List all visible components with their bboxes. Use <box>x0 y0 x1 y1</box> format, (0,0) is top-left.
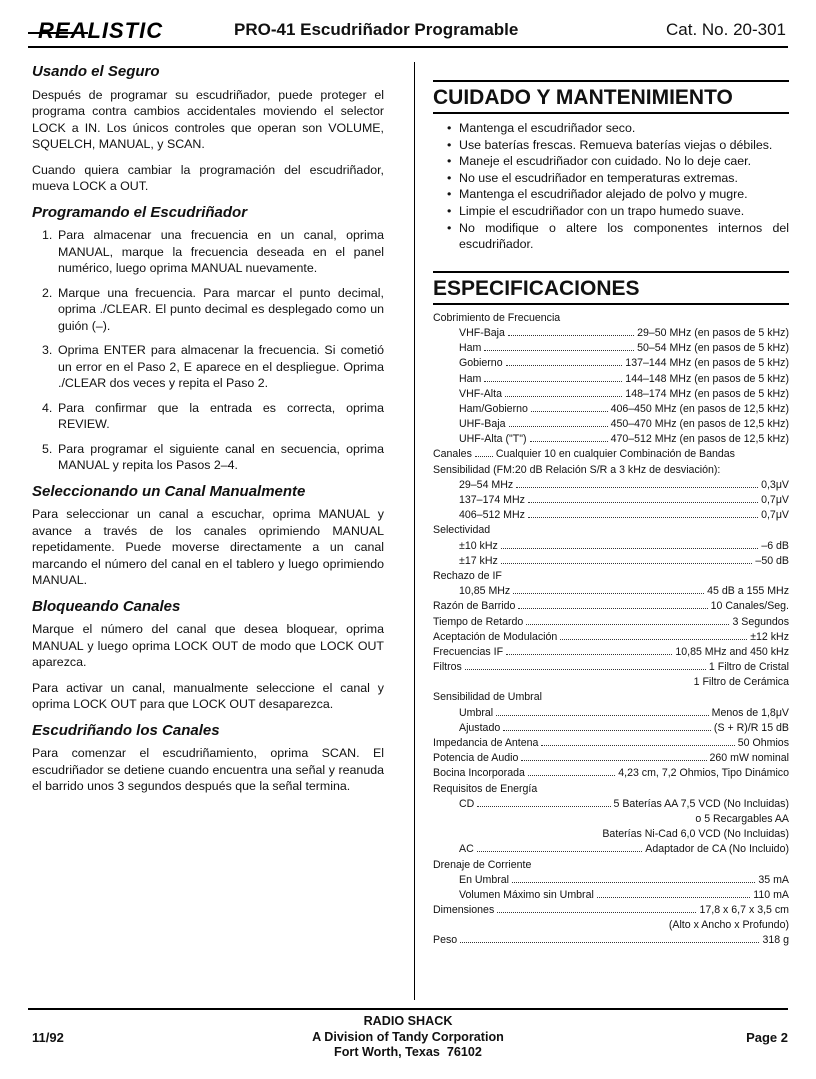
catalog-number: Cat. No. 20-301 <box>665 20 786 39</box>
dot-leader <box>516 487 758 488</box>
spec-row <box>433 599 789 614</box>
spec-label: Umbral <box>459 706 494 719</box>
step-number: 2. <box>42 285 53 300</box>
footer-line: A Division of Tandy Corporation <box>312 1029 504 1044</box>
spec-value: 260 mW nominal <box>709 752 789 765</box>
step-text: Oprima ENTER para almacenar la frecuencia. Si cometió un error en el Paso 2, E aparece en el despliegue. Oprima ./CLEAR dos veces y repita el Paso 2. <box>58 343 384 390</box>
spec-row <box>433 721 789 736</box>
care-list <box>433 120 789 253</box>
spec-value: 3 Segundos <box>732 615 789 628</box>
dot-leader <box>528 517 758 518</box>
spec-value: 29–50 MHz (en pasos de 5 kHz) <box>637 326 789 339</box>
section-manual-channel <box>32 484 384 589</box>
spec-value: 1 Filtro de Cristal <box>708 661 789 674</box>
section-heading: Programando el Escudriñador <box>32 203 248 221</box>
spec-value: 10 Canales/Seg. <box>710 600 789 613</box>
dot-leader <box>460 942 759 943</box>
spec-value: 17,8 x 6,7 x 3,5 cm <box>699 904 789 917</box>
step-number: 4. <box>42 400 53 415</box>
spec-group-label: Sensibilidad (FM:20 dB Relación S/R a 3 kHz de desviación): <box>433 463 721 476</box>
spec-value: Cualquier 10 en cualquier Combinación de Bandas <box>495 448 735 461</box>
spec-label: Ham <box>459 342 482 355</box>
right-column <box>433 80 789 949</box>
spec-row <box>433 873 789 888</box>
spec-value: ±12 kHz <box>750 630 789 643</box>
footer-line: RADIO SHACK <box>363 1014 453 1028</box>
spec-row <box>433 356 789 371</box>
spec-row <box>433 417 789 432</box>
spec-value: 4,23 cm, 7,2 Ohmios, Tipo Dinámico <box>618 767 789 780</box>
spec-label: Tiempo de Retardo <box>433 615 524 628</box>
spec-row <box>433 797 789 812</box>
spec-label: 137–174 MHz <box>459 494 525 506</box>
dot-leader <box>484 381 622 382</box>
spec-row <box>433 645 789 660</box>
spec-label: Ham <box>459 372 482 385</box>
spec-value: 0,3μV <box>761 478 789 491</box>
spec-value: 144–148 MHz (en pasos de 5 kHz) <box>625 372 789 385</box>
step-number: 3. <box>42 343 53 357</box>
spec-value: 470–512 MHz (en pasos de 12,5 kHz) <box>610 433 789 446</box>
care-heading: CUIDADO Y MANTENIMIENTO <box>433 86 733 109</box>
dot-leader <box>528 775 615 776</box>
spec-label: Dimensiones <box>433 904 495 917</box>
dot-leader <box>512 882 755 883</box>
footer-company <box>258 1014 558 1061</box>
spec-value: 10,85 MHz and 450 kHz <box>675 645 789 658</box>
step-text: Para programar el siguiente canal en secuencia, oprima MANUAL y repita los Pasos 2–4. <box>58 441 384 472</box>
spec-label: Ham/Gobierno <box>459 402 528 415</box>
step-item <box>32 342 384 392</box>
spec-value: 137–144 MHz (en pasos de 5 kHz) <box>625 357 789 370</box>
spec-label: Frecuencias IF <box>433 645 504 658</box>
spec-row <box>433 903 789 918</box>
spec-row <box>433 387 789 402</box>
brand-logo: REALISTIC <box>38 18 164 43</box>
spec-label: Potencia de Audio <box>433 752 519 765</box>
spec-row <box>433 554 789 569</box>
spec-value: (S + R)/R 15 dB <box>713 721 789 734</box>
section-rule <box>433 271 789 273</box>
section-rule <box>433 303 789 305</box>
spec-row <box>433 478 789 493</box>
spec-row <box>433 933 789 948</box>
spec-value: Adaptador de CA (No Incluido) <box>645 843 789 856</box>
spec-group-label: Cobrimiento de Frecuencia <box>433 311 561 324</box>
dot-leader <box>530 441 608 442</box>
section-programming <box>32 205 384 474</box>
spec-label: VHF-Baja <box>459 326 505 339</box>
spec-continuation: (Alto x Ancho x Profundo) <box>668 919 789 932</box>
dot-leader <box>477 851 643 852</box>
spec-row <box>433 766 789 781</box>
dot-leader <box>560 639 747 640</box>
care-item: • Use baterías frescas. Remueva baterías viejas o débiles. <box>433 137 789 154</box>
paragraph: Después de programar su escudriñador, puede proteger el programa contra cambios accidentales moviendo el selector LOCK a IN. Los únicos controles que operan son VOLUME, SQUELCH, MANUAL, y SCAN. <box>32 87 384 151</box>
spec-row <box>433 432 789 447</box>
spec-value: –50 dB <box>755 554 789 567</box>
section-rule <box>433 112 789 114</box>
spec-row <box>433 888 789 903</box>
section-heading: Bloqueando Canales <box>32 597 181 615</box>
spec-label: Razón de Barrido <box>433 600 516 613</box>
section-heading: Escudriñando los Canales <box>32 721 220 739</box>
dot-leader <box>513 593 704 594</box>
dot-leader <box>503 730 711 731</box>
spec-row <box>433 447 789 462</box>
section-lock <box>32 64 384 195</box>
spec-label: Aceptación de Modulación <box>433 630 558 643</box>
dot-leader <box>501 548 759 549</box>
spec-row <box>433 493 789 508</box>
spec-value: 450–470 MHz (en pasos de 12,5 kHz) <box>610 418 789 431</box>
spec-label: UHF-Baja <box>459 418 506 431</box>
steps-list <box>32 227 384 474</box>
spec-row <box>433 842 789 857</box>
step-item <box>32 400 384 433</box>
dot-leader <box>509 426 608 427</box>
spec-group-label: Requisitos de Energía <box>433 782 538 795</box>
spec-value: 50–54 MHz (en pasos de 5 kHz) <box>637 342 789 355</box>
step-number: 1. <box>42 228 53 242</box>
section-rule <box>433 80 789 82</box>
step-item <box>32 227 384 277</box>
spec-label: AC <box>459 843 474 856</box>
spec-row <box>433 736 789 751</box>
spec-label: Volumen Máximo sin Umbral <box>459 888 594 901</box>
specs-heading: ESPECIFICACIONES <box>433 276 640 300</box>
step-number: 5. <box>42 441 53 456</box>
spec-row <box>433 508 789 523</box>
spec-group-label: Rechazo de IF <box>433 569 502 582</box>
spec-group-label: Drenaje de Corriente <box>433 858 532 871</box>
dot-leader <box>484 350 634 351</box>
spec-value: 148–174 MHz (en pasos de 5 kHz) <box>625 387 789 400</box>
document-title: PRO-41 Escudriñador Programable <box>234 20 519 39</box>
footer-date: 11/92 <box>32 1030 64 1045</box>
step-text: Para almacenar una frecuencia en un canal, oprima MANUAL, marque la frecuencia deseada en el panel numérico, luego oprima MANUAL nuevamente. <box>58 228 384 275</box>
spec-value: 35 mA <box>758 873 789 886</box>
spec-value: 0,7μV <box>761 494 789 506</box>
spec-row <box>433 372 789 387</box>
page-header <box>28 16 788 50</box>
footer-line: Fort Worth, Texas 76102 <box>334 1045 482 1059</box>
spec-value: 406–450 MHz (en pasos de 12,5 kHz) <box>610 402 789 415</box>
spec-label: En Umbral <box>459 873 510 886</box>
spec-group-label: Selectividad <box>433 524 491 537</box>
spec-label: 10,85 MHz <box>459 585 511 598</box>
spec-group-label: Sensibilidad de Umbral <box>433 691 542 704</box>
spec-label: VHF-Alta <box>459 387 502 400</box>
spec-continuation: Baterías Ni-Cad 6,0 VCD (No Incluidas) <box>602 828 789 841</box>
dot-leader <box>528 502 758 503</box>
spec-label: CD <box>459 797 475 810</box>
spec-continuation: 1 Filtro de Cerámica <box>693 676 789 689</box>
specs-table <box>433 311 789 949</box>
spec-row <box>433 630 789 645</box>
dot-leader <box>505 396 622 397</box>
spec-label: ±17 kHz <box>459 554 498 567</box>
spec-value: 0,7μV <box>761 509 789 522</box>
section-heading: Usando el Seguro <box>32 63 160 80</box>
step-text: Marque una frecuencia. Para marcar el punto decimal, oprima ./CLEAR. El punto decimal es desplegado como un guión (–). <box>58 285 384 333</box>
section-heading: Seleccionando un Canal Manualmente <box>32 482 306 500</box>
spec-label: Gobierno <box>459 357 503 370</box>
care-item: • No use el escudriñador en temperaturas extremas. <box>433 170 789 187</box>
spec-row <box>433 584 789 599</box>
spec-row <box>433 341 789 356</box>
paragraph: Para comenzar el escudriñamiento, oprima SCAN. El escudriñador se detiene cuando encuentra una señal y reanuda el barrido unos 3 segundos después que la señal termina. <box>32 746 384 793</box>
dot-leader <box>465 669 706 670</box>
spec-value: –6 dB <box>761 539 789 552</box>
spec-label: Filtros <box>433 661 462 674</box>
paragraph: Para activar un canal, manualmente seleccione el canal y oprima LOCK OUT para que LOCK OUT desaparezca. <box>32 680 384 711</box>
paragraph: Cuando quiera cambiar la programación del escudriñador, mueva LOCK a OUT. <box>32 162 384 193</box>
spec-label: Canales <box>433 448 472 461</box>
paragraph: Marque el número del canal que desea bloquear, oprima MANUAL y luego oprima LOCK OUT de modo que LOCK OUT aparezca. <box>32 622 384 669</box>
dot-leader <box>497 912 696 913</box>
spec-label: Ajustado <box>459 721 501 734</box>
spec-value: 110 mA <box>753 888 789 901</box>
step-item <box>32 441 384 474</box>
spec-row <box>433 539 789 554</box>
dot-leader <box>541 745 734 746</box>
dot-leader <box>506 654 672 655</box>
spec-continuation: o 5 Recargables AA <box>695 812 789 825</box>
paragraph: Para seleccionar un canal a escuchar, oprima MANUAL y avance a través de los canales oprimiendo MANUAL repetidamente. Puede moverse directamente a un canal marcando el número del canal en el tablero y luego oprimiendo MANUAL. <box>32 507 384 587</box>
spec-row <box>433 615 789 630</box>
spec-row <box>433 402 789 417</box>
dot-leader <box>501 563 753 564</box>
spec-value: 45 dB a 155 MHz <box>707 585 789 598</box>
dot-leader <box>597 897 750 898</box>
page-number: Page 2 <box>746 1030 788 1045</box>
step-text: Para confirmar que la entrada es correcta, oprima REVIEW. <box>58 400 384 431</box>
dot-leader <box>521 760 706 761</box>
care-item: • No modifique o altere los componentes internos del escudriñador. <box>433 220 789 253</box>
dot-leader <box>477 806 610 807</box>
left-column <box>32 64 384 805</box>
spec-value: 318 g <box>762 934 789 947</box>
spec-row <box>433 751 789 766</box>
care-item: • Maneje el escudriñador con cuidado. No lo deje caer. <box>433 153 789 170</box>
section-lockout <box>32 599 384 713</box>
spec-label: Impedancia de Antena <box>433 737 539 749</box>
spec-row <box>433 706 789 721</box>
dot-leader <box>531 411 608 412</box>
footer-divider <box>28 1008 788 1010</box>
dot-leader <box>518 608 707 609</box>
section-scanning <box>32 723 384 795</box>
spec-value: Menos de 1,8μV <box>711 706 789 719</box>
spec-value: 5 Baterías AA 7,5 VCD (No Incluidas) <box>613 797 789 810</box>
dot-leader <box>506 365 623 366</box>
spec-value: 50 Ohmios <box>737 737 789 749</box>
care-item: • Limpie el escudriñador con un trapo humedo suave. <box>433 203 789 220</box>
spec-label: 406–512 MHz <box>459 509 525 522</box>
spec-row <box>433 660 789 675</box>
dot-leader <box>496 715 708 716</box>
dot-leader <box>475 456 493 457</box>
header-divider <box>28 46 788 48</box>
care-item: • Mantenga el escudriñador seco. <box>433 120 789 137</box>
spec-row <box>433 326 789 341</box>
spec-label: UHF-Alta ("T") <box>459 433 527 446</box>
spec-label: ±10 kHz <box>459 539 498 552</box>
step-item <box>32 285 384 335</box>
spec-label: Peso <box>433 934 458 947</box>
column-divider <box>414 62 415 1000</box>
dot-leader <box>526 624 729 625</box>
care-item: • Mantenga el escudriñador alejado de polvo y mugre. <box>433 186 789 203</box>
spec-label: 29–54 MHz <box>459 478 514 491</box>
spec-label: Bocina Incorporada <box>433 767 525 780</box>
dot-leader <box>508 335 634 336</box>
